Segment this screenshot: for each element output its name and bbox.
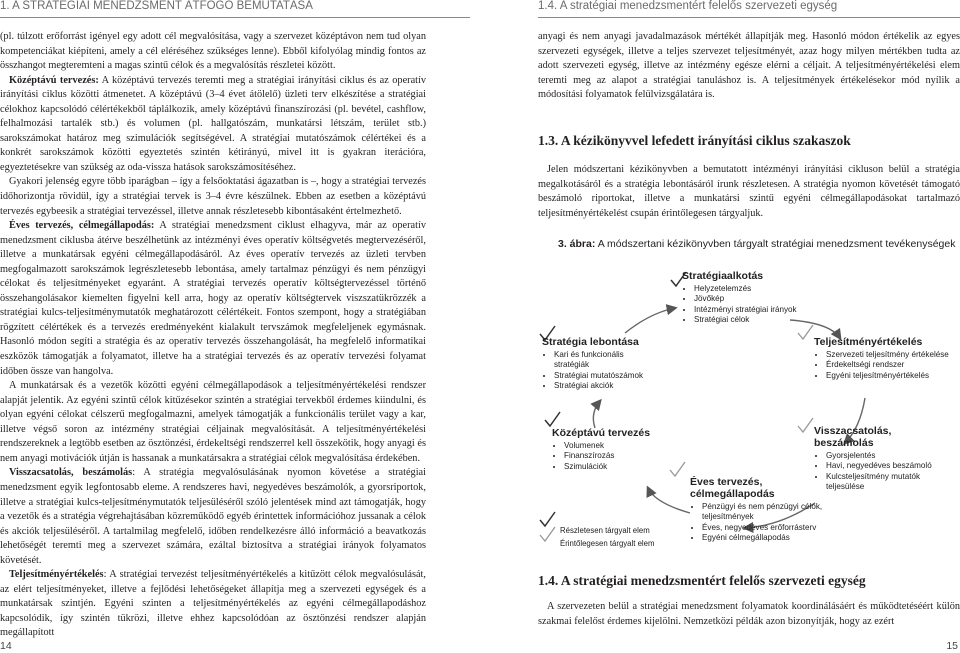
list-item: • Intézményi stratégiai irányok: [694, 305, 842, 315]
box-strategia-lebontasa: [542, 336, 660, 392]
box-title: Teljesítményértékelés: [814, 336, 923, 348]
management-cycle-diagram: [530, 258, 960, 558]
paragraph: A szervezeten belül a stratégiai menedzsment folyamatok koordinálásáért és működtetéséért külön szakmai felelőst érdemes kijelölni. Nemzetközi példák azon bizonyítják, hogy az ezért: [538, 601, 960, 627]
page-number-right: 15: [946, 640, 958, 652]
list-item: • Szimulációk: [564, 462, 672, 472]
paragraph: Visszacsatolás, beszámolás: A stratégia megvalósulásának nyomon követése a stratégiai menedzsment egyik legfontosabb eleme. A rendszeres havi, negyedéves beszámolók, a gyorsriportok, illetve a stratégiai kulcs-teljesítménymutatók teljesüléséről szóló jelentések mind azt támogatják, hogy a vezetők és a stratégia végrehajtásában közreműködő egyéb érintettek információhoz jussanak a célok és akciók teljesüléséről. A tartalmilag megfelelő, időben rendelkezésre álló információ a beavatkozás lehetőségét teremti meg a szervezet számára, ezáltal biztosítva a stratégiai irányok folyamatos követését.: [0, 467, 426, 566]
left-header-rule: [0, 17, 470, 18]
term: Teljesítményértékelés: [9, 569, 104, 581]
list-item: • Egyéni teljesítményértékelés: [826, 371, 960, 381]
arrow-bottom-to-midleft: [648, 488, 690, 513]
check-outline-icon: [670, 462, 685, 476]
page-number-left: 14: [0, 640, 12, 652]
list-item: • Volumenek: [564, 441, 672, 451]
paragraph: A munkatársak és a vezetők közötti egyéni célmegállapodások a teljesítményértékelési rendszer alapját jelentik. Az egyéni szintű célok kitűzésekor szintén a stratégiai tervekből érdemes kiindulni, és olyan egyéni célokat célszerű megfogalmazni, amelyek támogatják a funkcionális terület vagy a kar, illetve végső soron az intézmény stratégiai céljainak megvalósítását. A teljesítményértékelési rendszereknek a legtöbb esetben az ösztönzési, érdekeltségi rendszerrel kell összekötik, hogy anyagi és nem anyagi motivációk útján is hassanak a munkatársakra a stratégiai célok megvalósítása érdekében.: [0, 380, 426, 464]
legend-touched: Érintőlegesen tárgyalt elem: [560, 539, 655, 548]
paragraph: (pl. túlzott erőforrást igényel egy adott cél megvalósítása, vagy a szervezet középtávon nem tud olyan kompetenciákat kiépíteni, amely a cél eléréséhez szükséges lenne). Ebből kifolyólag mindig fontos az összhangot megteremteni a magas szintű célok és a megvalósítás részletei között.: [0, 31, 426, 72]
box-teljesitmenyertekeles: [814, 336, 960, 381]
list-item: • Gyorsjelentés: [826, 451, 960, 461]
section-heading-1-3: 1.3. A kézikönyvvel lefedett irányítási ciklus szakaszok: [538, 133, 851, 148]
list-item: • Egyéni célmegállapodás: [702, 533, 830, 543]
box-title: Középtávú tervezés: [552, 427, 651, 439]
left-running-header: 1. A STRATÉGIAI MENEDZSMENT ÁTFOGÓ BEMUTATÁSA: [0, 0, 313, 12]
right-column-mid: [538, 163, 960, 221]
list-item: • Pénzügyi és nem pénzügyi célok, teljesítmények: [702, 502, 830, 523]
left-column: [0, 30, 426, 641]
list-item: • Helyzetelemzés: [694, 284, 842, 294]
list-item: • Jövőkép: [694, 294, 842, 304]
paragraph: anyagi és nem anyagi javadalmazások mértékét állapítják meg. Hasonló módon értékelik az egyes szervezeti egységek, illetve a teljes szervezet teljesítményét, azaz hogy milyen mértékben tudta az adott szervezeti egység, illetve az intézmény egésze elérni a céljait. A teljesítményértékelési elem teremti meg az alapot a stratégiai tanuláshoz is. A teljesítmények értékelésekor mód nyílik a módosítási folyamatok felülvizsgálatára is.: [538, 31, 960, 101]
right-running-header: 1.4. A stratégiai menedzsmentért felelős szervezeti egység: [538, 0, 838, 12]
check-icon: [540, 512, 555, 526]
term: Visszacsatolás, beszámolás: [9, 467, 133, 479]
right-header-rule: [538, 17, 960, 18]
figure-caption: 3. ábra: A módszertani kézikönyvben tárgyalt stratégiai menedzsment tevékenységek: [558, 238, 956, 250]
box-title: Stratégia lebontása: [542, 336, 639, 348]
list-item: • Stratégiai akciók: [554, 381, 660, 391]
check-outline-icon: [540, 527, 555, 541]
list-item: • Kulcsteljesítmény mutatók teljesülése: [826, 472, 960, 493]
paragraph: Gyakori jelenség egyre több iparágban – így a felsőoktatási ágazatban is –, hogy a stratégiai tervezés időhorizontja rövidül, így a stratégiai tervek is 3–4 évre készülnek. Ebben az esetben a középtávú tervezés egybeesik a stratégiai tervezéssel, illetve annak részletesebb kibontásaként értelmezhető.: [0, 176, 426, 217]
term: Éves tervezés, célmegállapodás:: [9, 220, 155, 232]
list-item: • Szervezeti teljesítmény értékelése: [826, 350, 960, 360]
diagram-legend: [560, 524, 654, 550]
section-heading-1-4: 1.4. A stratégiai menedzsmentért felelős szervezeti egység: [538, 573, 866, 588]
check-outline-icon: [798, 418, 813, 432]
list-item: • Stratégiai mutatószámok: [554, 371, 660, 381]
box-title: Visszacsatolás, beszámolás: [814, 425, 892, 449]
box-visszacsatolas: [814, 425, 960, 493]
check-outline-icon: [798, 325, 813, 339]
list-item: • Éves, negyedéves erőforrásterv: [702, 523, 830, 533]
paragraph: Középtávú tervezés: A középtávú tervezés teremti meg a stratégiai irányítási ciklus és az operatív irányítási ciklus közötti átmenetet. A középtávú (3–4 évet átölelő) üzleti terv elkészítése a stratégiai célokhoz kapcsolódó célértékekből táplálkozik, amely középtávú finanszírozási (pl. bevétel, cashflow, felhalmozási tartalék stb.) és volumen (pl. hallgatószám, munkatársi létszám, terület stb.) sarokszámokat határoz meg szimulációk segítségével. A stratégiai mutatószámok célértékei és a konkrét sarokszámok közötti egyeztetés szintén kétirányú, mivel itt is gyakran iterációra, egyeztetésekre van szükség az oda-vissza hatások sarokszámosítéséhez.: [0, 74, 427, 173]
legend-detailed: Részletesen tárgyalt elem: [560, 526, 650, 535]
right-column-bottom: [538, 600, 960, 629]
list-item: • Havi, negyedéves beszámoló: [826, 461, 960, 471]
list-item: • Kari és funkcionális stratégiák: [554, 350, 660, 371]
box-title: Éves tervezés, célmegállapodás: [690, 476, 775, 500]
paragraph: Éves tervezés, célmegállapodás: A stratégiai menedzsment ciklust elhagyva, már az operatív menedzsment ciklusba átérve beszélhetünk az intézményi éves operatív költségvetés megtervezéséről, illetve a munkatársak egyéni célmegállapodásáról. Az éves operatív tervezés az üzleti tervben megfogalmazott sarokszámok legrészletesebb lebontása, amely tartalmaz pénzügyi és nem pénzügyi célokat és teljesítményeket egyaránt. A stratégiai tervezés operatív költségtervezéssel történő összehangolásakor kiemelten figyelni kell arra, hogy az operatív költségtervek viszszatükrözzék a stratégiai kulcs-teljesítménymutatók meghatározott célértékeit. Fontos szempont, hogy a stratégiában rögzített célértékek és a tervezés eredményeként kialakult tervszámok megfeleljenek egymásnak. Hasonló módon segíti a stratégia és az operatív tervezés összehangolását, ha megfelelő informatikai eszközök támogatják a folyamatot, illetve ha a stratégiai tervezés és az operatív tervezési folyamat időben össze van hangolva.: [0, 220, 426, 377]
box-kozeptavu-tervezes: [552, 427, 672, 472]
list-item: • Érdekeltségi rendszer: [826, 360, 960, 370]
list-item: • Finanszírozás: [564, 451, 672, 461]
list-item: • Stratégiai célok: [694, 315, 842, 325]
term: Középtávú tervezés:: [9, 74, 99, 86]
arrow-midleft-to-left: [593, 401, 600, 428]
check-icon: [545, 412, 560, 426]
arrow-left-to-top: [625, 308, 675, 333]
paragraph: Jelen módszertani kézikönyvben a bemutatott intézményi irányítási cikluson belül a stratégia megalkotásáról és a stratégia lebontásáról írunk részletesen. A stratégia nyomon követését támogató beszámoló riportokat, illetve a munkatársi szintű egyéni célmegállapodásokat tartalmazó teljesítményértékelést csupán érintőlegesen tárgyaljuk.: [538, 164, 960, 219]
box-strategiaalkotas: [682, 270, 842, 326]
paragraph: Teljesítményértékelés: A stratégiai tervezést teljesítményértékelés a kitűzött célok megvalósulását, az elért teljesítményeket, illetve a fejlődési lehetőségeket állapítja meg a szervezeti egységek és a munkatársak szintjén. Egyéni szinten a teljesítményértékelés az egyéni célmegállapodáshoz kapcsolódik, így szintén tükrözi, illetve ehhez kapcsolódóan az ösztönzési rendszer alapján megállapított: [0, 569, 426, 639]
right-column-top: [538, 30, 960, 103]
box-eves-tervezes: [690, 476, 830, 544]
box-title: Stratégiaalkotás: [682, 270, 764, 282]
